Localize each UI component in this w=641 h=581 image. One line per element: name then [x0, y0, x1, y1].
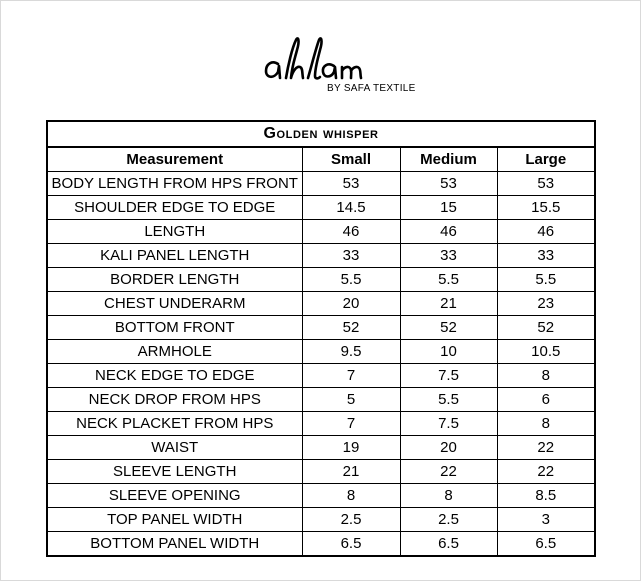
medium-value: 2.5	[400, 508, 497, 532]
small-value: 33	[302, 244, 400, 268]
large-value: 8	[497, 412, 595, 436]
medium-value: 33	[400, 244, 497, 268]
table-row	[47, 460, 595, 484]
table-row	[47, 532, 595, 557]
measurement-name: CHEST UNDERARM	[47, 292, 302, 316]
small-value: 2.5	[302, 508, 400, 532]
table-row	[47, 508, 595, 532]
table-row	[47, 268, 595, 292]
large-value: 22	[497, 460, 595, 484]
small-value: 6.5	[302, 532, 400, 557]
measurement-name: TOP PANEL WIDTH	[47, 508, 302, 532]
table-row	[47, 484, 595, 508]
small-value: 9.5	[302, 340, 400, 364]
medium-value: 22	[400, 460, 497, 484]
measurement-name: BODY LENGTH FROM HPS FRONT	[47, 172, 302, 196]
medium-value: 52	[400, 316, 497, 340]
medium-value: 7.5	[400, 364, 497, 388]
medium-value: 15	[400, 196, 497, 220]
large-value: 46	[497, 220, 595, 244]
medium-value: 6.5	[400, 532, 497, 557]
small-value: 7	[302, 412, 400, 436]
brand-logo	[0, 0, 641, 110]
small-value: 21	[302, 460, 400, 484]
medium-value: 21	[400, 292, 497, 316]
table-row	[47, 436, 595, 460]
table-row	[47, 196, 595, 220]
medium-value: 7.5	[400, 412, 497, 436]
medium-value: 20	[400, 436, 497, 460]
small-value: 46	[302, 220, 400, 244]
measurement-name: SHOULDER EDGE TO EDGE	[47, 196, 302, 220]
table-row	[47, 316, 595, 340]
size-chart-table	[46, 120, 596, 557]
ahlam-logo-mark	[262, 36, 402, 88]
table-row	[47, 244, 595, 268]
small-value: 20	[302, 292, 400, 316]
medium-value: 10	[400, 340, 497, 364]
large-value: 22	[497, 436, 595, 460]
brand-subtitle: BY SAFA TEXTILE	[327, 83, 416, 94]
large-value: 6	[497, 388, 595, 412]
table-row	[47, 364, 595, 388]
measurement-name: SLEEVE OPENING	[47, 484, 302, 508]
medium-value: 8	[400, 484, 497, 508]
measurement-name: KALI PANEL LENGTH	[47, 244, 302, 268]
medium-value: 5.5	[400, 268, 497, 292]
measurement-name: BOTTOM FRONT	[47, 316, 302, 340]
large-value: 5.5	[497, 268, 595, 292]
measurement-name: BORDER LENGTH	[47, 268, 302, 292]
small-value: 53	[302, 172, 400, 196]
small-value: 5.5	[302, 268, 400, 292]
measurement-name: NECK PLACKET FROM HPS	[47, 412, 302, 436]
large-value: 33	[497, 244, 595, 268]
measurement-name: WAIST	[47, 436, 302, 460]
table-row	[47, 220, 595, 244]
large-value: 8	[497, 364, 595, 388]
small-value: 52	[302, 316, 400, 340]
column-header-large: Large	[497, 147, 595, 172]
table-row	[47, 340, 595, 364]
large-value: 23	[497, 292, 595, 316]
large-value: 52	[497, 316, 595, 340]
table-title-row	[47, 121, 595, 147]
small-value: 8	[302, 484, 400, 508]
measurement-name: BOTTOM PANEL WIDTH	[47, 532, 302, 557]
table-title: Golden whisper	[47, 121, 595, 147]
column-header-medium: Medium	[400, 147, 497, 172]
table-row	[47, 412, 595, 436]
medium-value: 53	[400, 172, 497, 196]
table-row	[47, 292, 595, 316]
table-row	[47, 388, 595, 412]
measurement-name: LENGTH	[47, 220, 302, 244]
large-value: 53	[497, 172, 595, 196]
small-value: 14.5	[302, 196, 400, 220]
large-value: 8.5	[497, 484, 595, 508]
measurement-name: NECK EDGE TO EDGE	[47, 364, 302, 388]
table-row	[47, 172, 595, 196]
large-value: 6.5	[497, 532, 595, 557]
large-value: 15.5	[497, 196, 595, 220]
small-value: 19	[302, 436, 400, 460]
measurement-name: SLEEVE LENGTH	[47, 460, 302, 484]
column-header-measurement: Measurement	[47, 147, 302, 172]
table-header-row	[47, 147, 595, 172]
measurement-name: NECK DROP FROM HPS	[47, 388, 302, 412]
small-value: 5	[302, 388, 400, 412]
measurement-name: ARMHOLE	[47, 340, 302, 364]
medium-value: 46	[400, 220, 497, 244]
small-value: 7	[302, 364, 400, 388]
large-value: 3	[497, 508, 595, 532]
large-value: 10.5	[497, 340, 595, 364]
column-header-small: Small	[302, 147, 400, 172]
medium-value: 5.5	[400, 388, 497, 412]
